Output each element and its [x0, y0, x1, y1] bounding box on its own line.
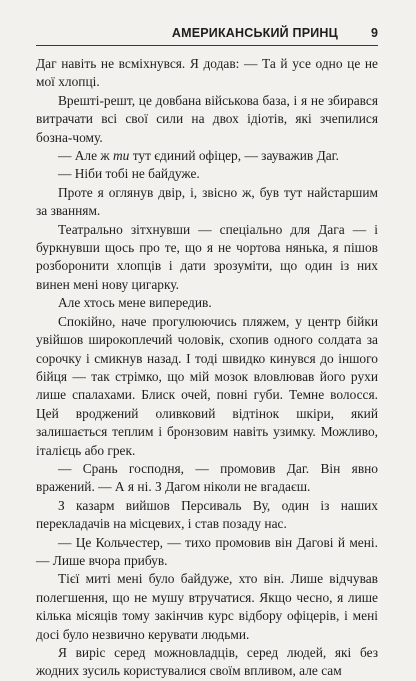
- running-header: [36, 26, 378, 44]
- paragraph-text: — Але ж: [58, 148, 113, 164]
- paragraph: Я виріс серед можновладців, серед людей, які без жодних зусиль користувалися своїм впливом, але сам: [36, 645, 378, 679]
- paragraph: Театрально зітхнувши — спеціально для Дага — і буркнувши щось про те, що я не чортова нянька, я пішов розборонити хлопців і дати зрозуміти, що один із них винен мені нову цигарку.: [36, 221, 378, 292]
- paragraph-text: тут єдиний офіцер, — зауважив Даг.: [129, 148, 340, 164]
- paragraph: Тієї миті мені було байдуже, хто він. Лише відчував полегшення, що не мушу втручатися. Якщо чесно, я лише кілька місяців тому закінчив курс відбору офіцерів, і мені досі було незвично керувати людьми.: [36, 571, 378, 642]
- paragraph: З казарм вийшов Персиваль Ву, один із наших перекладачів на місцевих, і став позаду нас.: [36, 497, 378, 532]
- paragraph: Врешті-решт, це довбана військова база, і я не збирався витрачати всі свої сили на двох ідіотів, які зчепилися бозна-чому.: [36, 92, 378, 145]
- paragraph: — Срань господня, — промовив Даг. Він явно вражений. — А я ні. З Дагом ніколи не вгадаєш.: [36, 460, 378, 495]
- emphasis: ти: [112, 148, 130, 164]
- paragraph: — Це Кольчестер, — тихо промовив він Дагові й мені. — Лише вчора прибув.: [36, 534, 378, 568]
- paragraph: Проте я оглянув двір, і, звісно ж, був тут найстаршим за званням.: [36, 184, 378, 219]
- header-rule: [36, 45, 378, 46]
- paragraph: — Ніби тобі не байдуже.: [58, 166, 200, 182]
- paragraph: Даг навіть не всміхнувся. Я додав: — Та й усе одно це не мої хлопці.: [36, 56, 378, 90]
- running-title: АМЕРИКАНСЬКИЙ ПРИНЦ: [171, 26, 338, 40]
- page-number: 9: [371, 26, 378, 40]
- body-text: [36, 55, 378, 681]
- paragraph: Але хтось мене випередив.: [58, 295, 212, 311]
- paragraph: Спокійно, наче прогулюючись пляжем, у центр бійки увійшов широкоплечий чоловік, схопив одного солдата за сорочку і смикнув назад. І тоді швидко кинувся до іншого бійця — так стрімко, що мій мозок вловлював його рухи лише спалахами. Блиск очей, повні губи. Темне волосся. Цей вроджений оливковий відтінок шкіри, який залишається теплим і бронзовим навіть узимку. Можливо, італієць або грек.: [36, 313, 378, 458]
- paragraph: [36, 147, 378, 165]
